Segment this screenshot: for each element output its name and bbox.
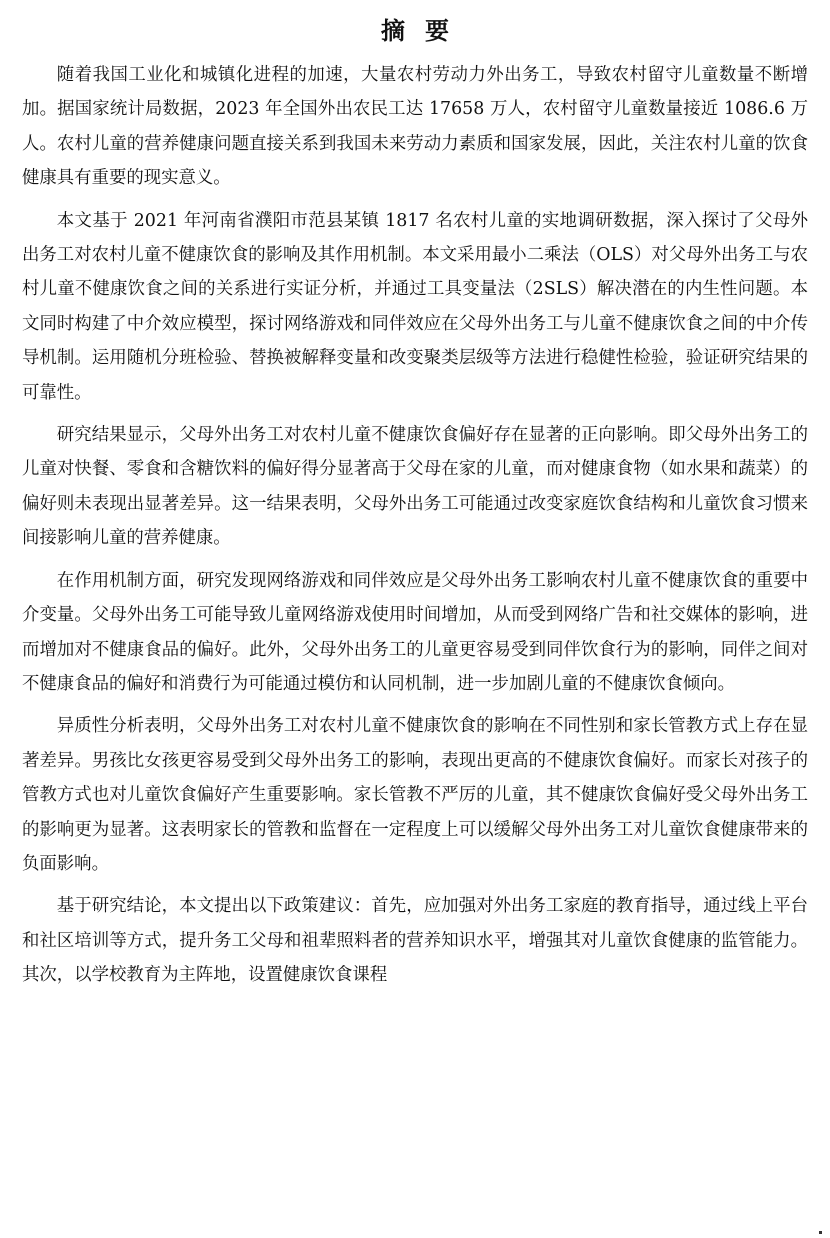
abstract-paragraph-4: 在作用机制方面，研究发现网络游戏和同伴效应是父母外出务工影响农村儿童不健康饮食的重要中介变量。父母外出务工可能导致儿童网络游戏使用时间增加，从而受到网络广告和社交媒体的影响，进而增加对不健康食品的偏好。此外，父母外出务工的儿童更容易受到同伴饮食行为的影响，同伴之间对不健康食品的偏好和消费行为可能通过模仿和认同机制，进一步加剧儿童的不健康饮食倾向。	[22, 570, 808, 694]
scan-dot-mark	[819, 1231, 822, 1234]
abstract-paragraph-5: 异质性分析表明，父母外出务工对农村儿童不健康饮食的影响在不同性别和家长管教方式上存在显著差异。男孩比女孩更容易受到父母外出务工的影响，表现出更高的不健康饮食偏好。而家长对孩子的管教方式也对儿童饮食偏好产生重要影响。家长管教不严厉的儿童，其不健康饮食偏好受父母外出务工的影响更为显著。这表明家长的管教和监督在一定程度上可以缓解父母外出务工对儿童饮食健康带来的负面影响。	[22, 716, 808, 874]
abstract-paragraph-1: 随着我国工业化和城镇化进程的加速，大量农村劳动力外出务工，导致农村留守儿童数量不断增加。据国家统计局数据，2023 年全国外出农民工达 17658 万人，农村留守儿童数量接近 1086.6 万人。农村儿童的营养健康问题直接关系到我国未来劳动力素质和国家发展，因此，关注农村儿童的饮食健康具有重要的现实意义。	[22, 65, 808, 189]
abstract-paragraph-2: 本文基于 2021 年河南省濮阳市范县某镇 1817 名农村儿童的实地调研数据，深入探讨了父母外出务工对农村儿童不健康饮食的影响及其作用机制。本文采用最小二乘法（OLS）对父母外出务工与农村儿童不健康饮食之间的关系进行实证分析，并通过工具变量法（2SLS）解决潜在的内生性问题。本文同时构建了中介效应模型，探讨网络游戏和同伴效应在父母外出务工与儿童不健康饮食之间的中介传导机制。运用随机分班检验、替换被解释变量和改变聚类层级等方法进行稳健性检验，验证研究结果的可靠性。	[22, 210, 808, 403]
abstract-paragraph-6: 基于研究结论，本文提出以下政策建议：首先，应加强对外出务工家庭的教育指导，通过线上平台和社区培训等方式，提升务工父母和祖辈照料者的营养知识水平，增强其对儿童饮食健康的监管能力。其次，以学校教育为主阵地，设置健康饮食课程	[22, 896, 808, 986]
document-page	[22, 0, 808, 1238]
abstract-title: 摘要	[381, 17, 469, 45]
abstract-paragraph-3: 研究结果显示，父母外出务工对农村儿童不健康饮食偏好存在显著的正向影响。即父母外出务工的儿童对快餐、零食和含糖饮料的偏好得分显著高于父母在家的儿童，而对健康食物（如水果和蔬菜）的偏好则未表现出显著差异。这一结果表明，父母外出务工可能通过改变家庭饮食结构和儿童饮食习惯来间接影响儿童的营养健康。	[22, 425, 808, 549]
